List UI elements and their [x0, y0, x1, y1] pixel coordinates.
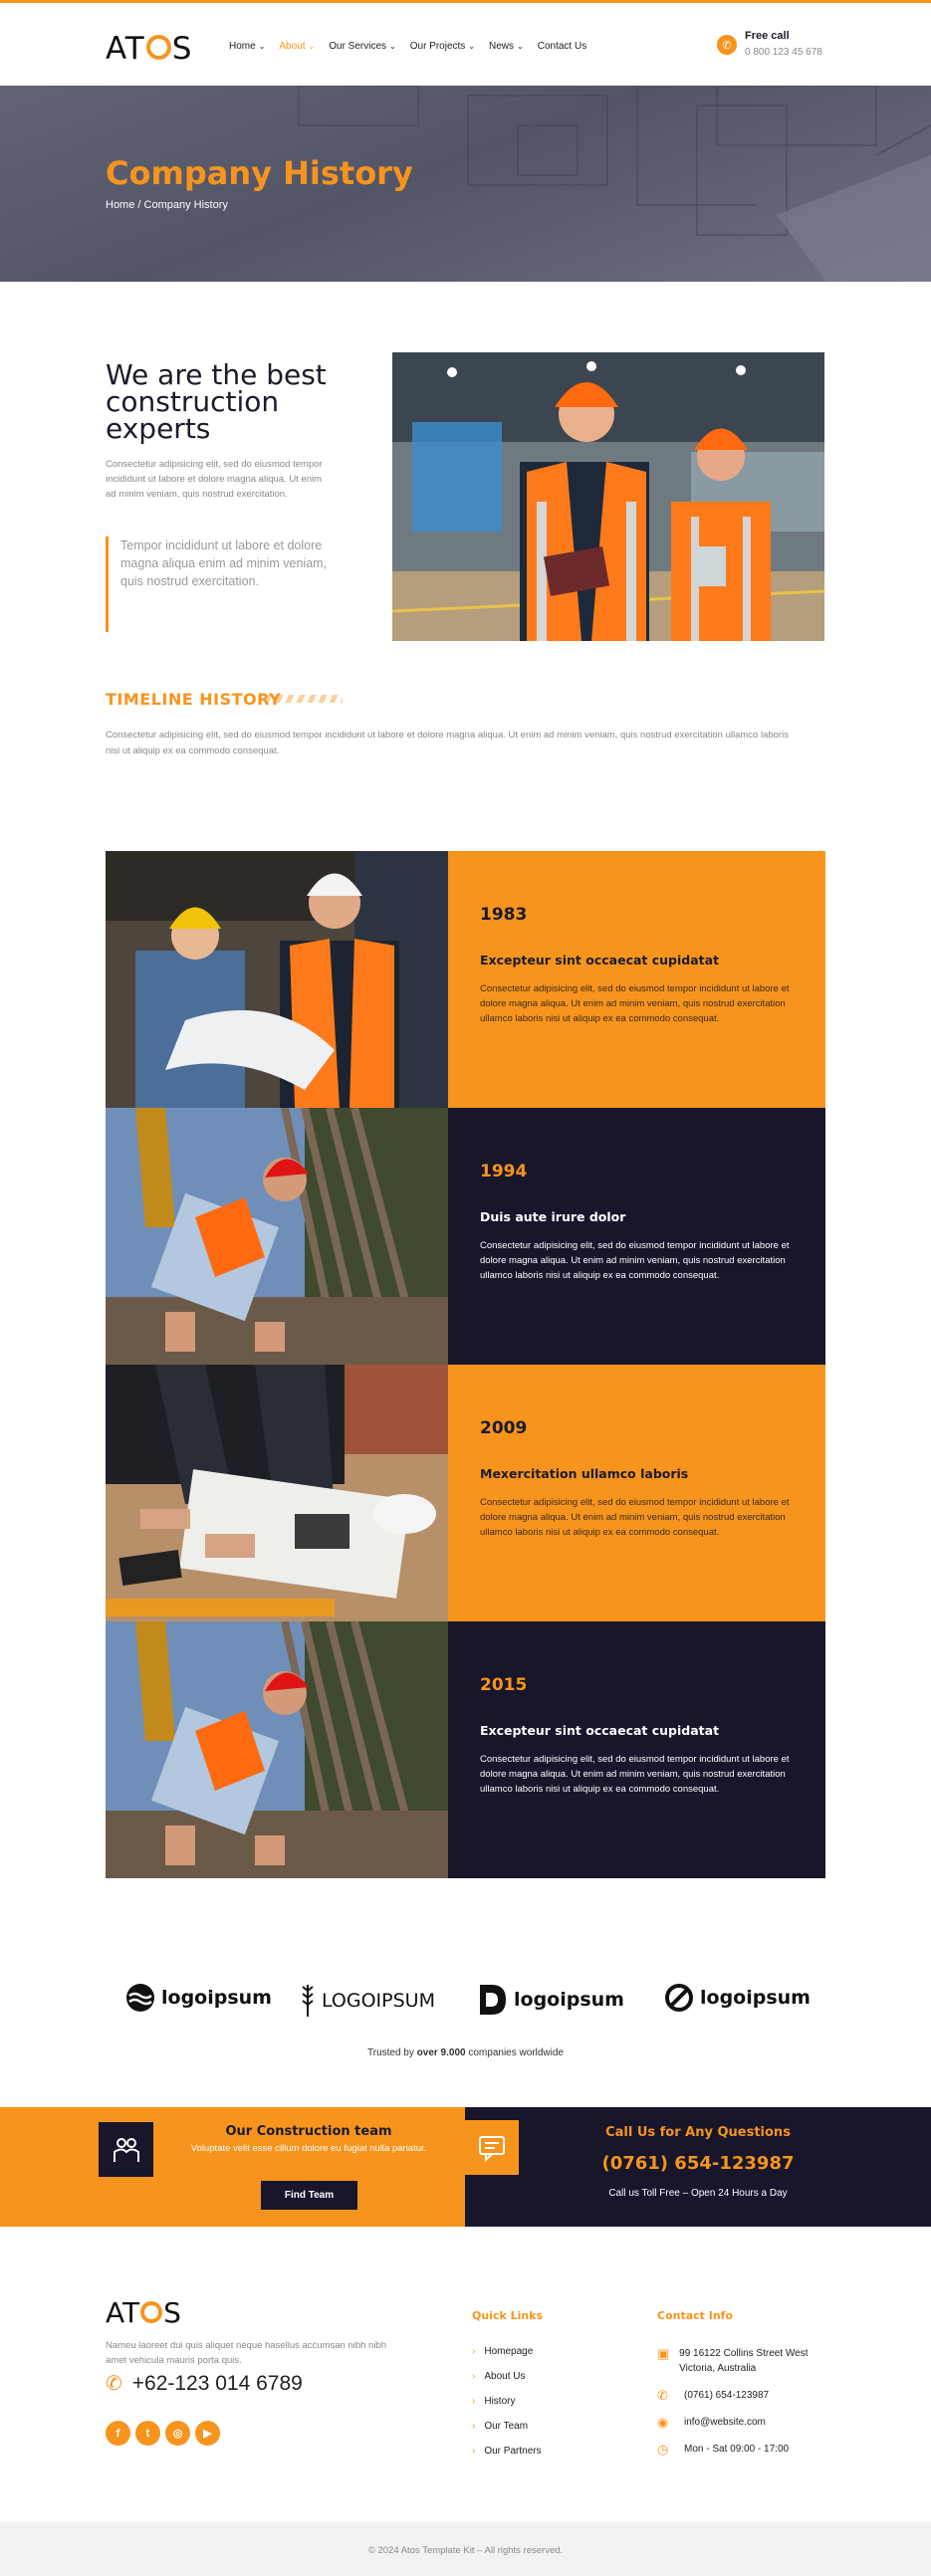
contact-phone[interactable]: ✆ (0761) 654-123987 [657, 2388, 770, 2403]
about-paragraph: Consectetur adipisicing elit, sed do eiusmod tempor incididunt ut labore et dolore magna aliqua. Ut enim ad minim veniam, quis nostrud exercitation. [106, 459, 323, 500]
contact-hours: ◷ Mon - Sat 09:00 - 17:00 [657, 2442, 790, 2457]
heading-stripes-decoration [267, 695, 343, 703]
chevron-right-icon: › [472, 2346, 476, 2357]
facebook-icon[interactable]: f [106, 2421, 130, 2446]
chevron-down-icon: ⌄ [389, 42, 396, 51]
timeline-heading: TIMELINE HISTORY [106, 690, 282, 709]
call-number[interactable]: (0761) 654-123987 [601, 2153, 795, 2174]
logo-o-ring [146, 35, 171, 60]
timeline-description: Consectetur adipisicing elit, sed do eiusmod tempor incididunt ut labore et dolore magna aliqua. Ut enim ad minim veniam, quis nostrud exercitation ullamco laboris nisi ut aliquip ex ea commodo consequat. [480, 1754, 790, 1795]
free-call-label: Free call [745, 30, 790, 42]
timeline-text [448, 851, 825, 1108]
team-text: Voluptate velit esse cillum dolore eu fugiat nulla pariatur. [190, 2143, 427, 2154]
site-logo[interactable]: AT S [106, 31, 193, 67]
timeline-entry [106, 851, 825, 1108]
call-note: Call us Toll Free – Open 24 Hours a Day [608, 2188, 788, 2199]
nav-news[interactable]: News ⌄ [489, 41, 524, 52]
footer-logo[interactable]: AT S [106, 2296, 181, 2329]
team-title: Our Construction team [225, 2124, 392, 2139]
timeline-intro: Consectetur adipisicing elit, sed do eiusmod tempor incididunt ut labore et dolore magna aliqua. Ut enim ad minim veniam, quis nostrud exercitation ullamco laboris nisi ut aliquip ex ea commodo consequat. [106, 730, 789, 756]
footer-link[interactable]: › Our Partners [472, 2446, 543, 2470]
find-team-button[interactable]: Find Team [261, 2181, 357, 2210]
about-heading: We are the best construction experts [106, 358, 327, 445]
contact-info-title: Contact Info [657, 2309, 734, 2322]
nav-services[interactable]: Our Services ⌄ [329, 41, 396, 52]
about-quote: Tempor incididunt ut labore et dolore magna aliqua enim ad minim veniam, quis nostrud exercitation. [106, 537, 330, 632]
chevron-right-icon: › [472, 2446, 476, 2457]
partner-logo[interactable]: LOGOIPSUM [300, 1983, 435, 2019]
instagram-icon[interactable]: ◎ [165, 2421, 190, 2446]
chevron-down-icon: ⌄ [468, 42, 476, 51]
phone-icon: ✆ [657, 2388, 668, 2403]
twitter-icon[interactable]: t [135, 2421, 160, 2446]
partner-logo[interactable]: logoipsum [664, 1983, 811, 2013]
footer-link[interactable]: › Homepage [472, 2346, 543, 2371]
logo-o-ring [140, 2301, 162, 2323]
footer-link[interactable]: › About Us [472, 2371, 543, 2396]
footer-link[interactable]: › Our Team [472, 2421, 543, 2446]
nav-projects[interactable]: Our Projects ⌄ [409, 41, 476, 52]
waves-icon [125, 1983, 155, 2013]
timeline-photo-2015 [106, 1621, 448, 1878]
trusted-text: Trusted by over 9.000 companies worldwide [367, 2047, 564, 2058]
footer-phone[interactable]: ✆ +62-123 014 6789 [106, 2371, 303, 2395]
circle-slash-icon [664, 1983, 694, 2013]
quick-links-title: Quick Links [472, 2309, 544, 2322]
chevron-right-icon: › [472, 2396, 476, 2407]
social-links [106, 2421, 220, 2446]
timeline-year: 2009 [480, 1418, 528, 1438]
d-shape-icon [478, 1983, 508, 2017]
timeline-entry [106, 1365, 825, 1621]
partner-logos [0, 1878, 931, 2107]
header-call[interactable] [717, 30, 822, 60]
timeline-title: Excepteur sint occaecat cupidatat [480, 953, 720, 967]
about-section [0, 282, 931, 690]
team-cta [0, 2107, 465, 2227]
contact-info [657, 2309, 831, 2469]
chevron-down-icon: ⌄ [517, 42, 524, 51]
nav-home[interactable]: Home ⌄ [229, 41, 266, 52]
chevron-right-icon: › [472, 2421, 476, 2432]
phone-icon: ✆ [106, 2373, 122, 2395]
timeline-photo-2009 [106, 1365, 448, 1621]
timeline-photo-1983 [106, 851, 448, 1108]
globe-icon: ◉ [657, 2415, 669, 2430]
phone-icon: ✆ [717, 35, 737, 55]
nav-about[interactable]: About ⌄ [279, 41, 316, 52]
partner-logo[interactable]: logoipsum [125, 1983, 272, 2013]
copyright: © 2024 Atos Template Kit – All rights reserved. [0, 2522, 931, 2576]
footer-link[interactable]: › History [472, 2396, 543, 2421]
contact-email[interactable]: ◉ info@website.com [657, 2415, 766, 2430]
timeline-entry [106, 1621, 825, 1878]
timeline-title: Duis aute irure dolor [480, 1209, 626, 1224]
cta-band [0, 2107, 931, 2227]
call-cta [465, 2107, 931, 2227]
call-title: Call Us for Any Questions [605, 2125, 791, 2140]
youtube-icon[interactable]: ▶ [195, 2421, 220, 2446]
chevron-down-icon: ⌄ [308, 42, 316, 51]
timeline-title: Mexercitation ullamco laboris [480, 1466, 689, 1481]
map-icon: ▣ [657, 2346, 670, 2361]
timeline-text [448, 1365, 825, 1621]
nav-contact[interactable]: Contact Us [537, 41, 587, 52]
breadcrumb[interactable]: Home / Company History [106, 199, 228, 211]
timeline-text [448, 1621, 825, 1878]
timeline-year: 1983 [480, 905, 528, 925]
chevron-down-icon: ⌄ [258, 42, 266, 51]
free-call-number: 0 800 123 45 678 [745, 47, 822, 58]
timeline-photo-1994 [106, 1108, 448, 1365]
quick-links [472, 2309, 543, 2470]
timeline-year: 2015 [480, 1675, 528, 1695]
timeline-title: Excepteur sint occaecat cupidatat [480, 1723, 720, 1738]
page-title: Company History [106, 154, 413, 192]
engineers-photo [392, 352, 824, 641]
site-footer [0, 2227, 931, 2522]
partner-logo[interactable]: logoipsum [478, 1983, 624, 2017]
chevron-right-icon: › [472, 2371, 476, 2382]
site-header [0, 3, 931, 86]
clock-icon: ◷ [657, 2442, 669, 2457]
wheat-icon [300, 1983, 316, 2019]
timeline-year: 1994 [480, 1162, 528, 1181]
main-nav [229, 41, 586, 52]
timeline-text [448, 1108, 825, 1365]
timeline-description: Consectetur adipisicing elit, sed do eiusmod tempor incididunt ut labore et dolore magna aliqua. Ut enim ad minim veniam, quis nostrud exercitation ullamco laboris nisi ut aliquip ex ea commodo consequat. [480, 1240, 790, 1281]
contact-address: ▣ 99 16122 Collins Street West Victoria, Australia [657, 2346, 809, 2374]
timeline-description: Consectetur adipisicing elit, sed do eiusmod tempor incididunt ut labore et dolore magna aliqua. Ut enim ad minim veniam, quis nostrud exercitation ullamco laboris nisi ut aliquip ex ea commodo consequat. [480, 983, 790, 1024]
timeline-entry [106, 1108, 825, 1365]
timeline-header [0, 690, 931, 851]
footer-description: Nameu laoreet dui quis aliquet neque hasellus accumsan nibh nibh amet vehicula mauris porta quis. [106, 2340, 387, 2366]
page-hero [0, 86, 931, 282]
timeline-description: Consectetur adipisicing elit, sed do eiusmod tempor incididunt ut labore et dolore magna aliqua. Ut enim ad minim veniam, quis nostrud exercitation ullamco laboris nisi ut aliquip ex ea commodo consequat. [480, 1497, 790, 1538]
